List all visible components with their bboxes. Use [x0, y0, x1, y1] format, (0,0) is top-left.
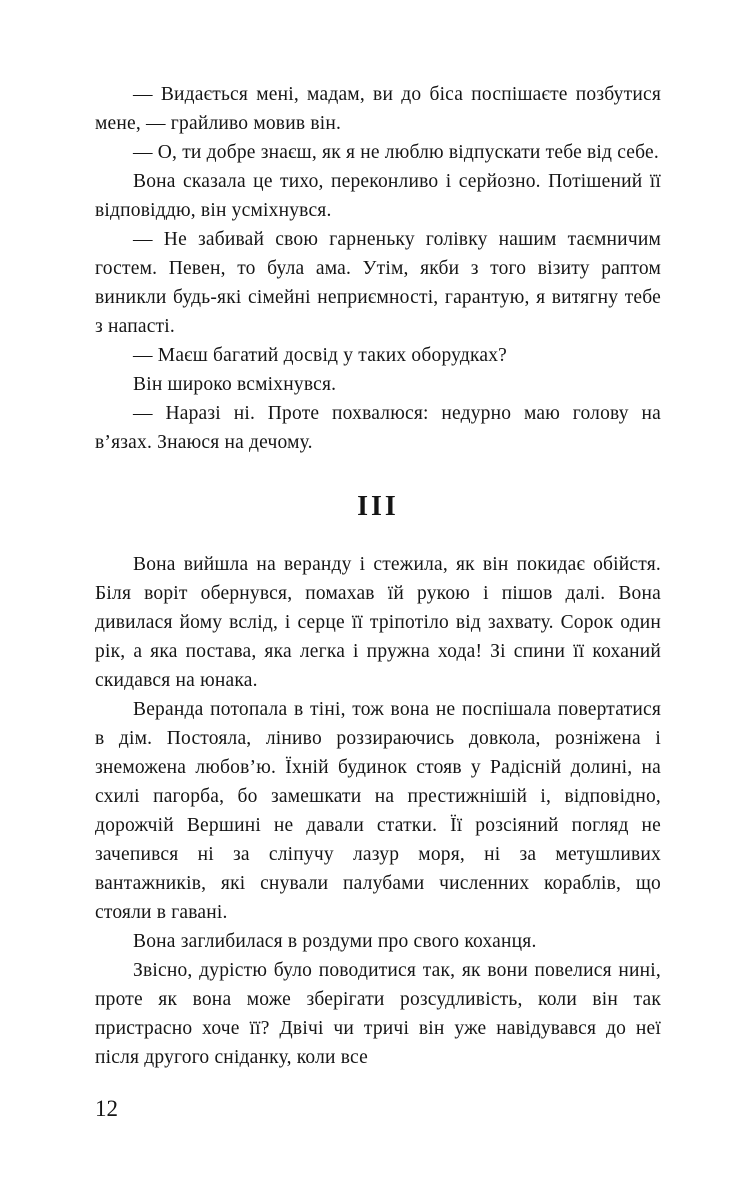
paragraph: Вона вийшла на веранду і стежила, як він покидає обійстя. Біля воріт обернувся, помахав їй рукою і пішов далі. Вона дивилася йому вслід, і серце її тріпотіло від захвату. Сорок один рік, а яка постава, яка легка і пружна хода! Зі спини її коханий скидався на юнака. [95, 554, 661, 691]
chapter-heading: III [357, 491, 399, 522]
paragraph: Веранда потопала в тіні, тож вона не поспішала повертатися в дім. Постояла, ліниво роззираючись довкола, розніжена і знеможена любов’ю. Їхній будинок стояв у Радісній долині, на схилі пагорба, бо замешкати на престижнішій і, відповідно, дорожчій Вершині не давали статки. Її розсіяний погляд не зачепився ні за сліпучу лазур моря, ні за метушливих вантажників, які снували палубами численних кораблів, що стояли в гавані. [95, 699, 661, 923]
paragraph: Вона сказала це тихо, переконливо і серйозно. Потішений її відповіддю, він усміхнувся. [95, 171, 661, 221]
paragraph: — О, ти добре знаєш, як я не люблю відпускати тебе від себе. [133, 142, 659, 163]
paragraph: Він широко всміхнувся. [133, 374, 337, 395]
text-block [95, 80, 661, 1072]
paragraph: — Не забивай свою гарненьку голівку нашим таємничим гостем. Певен, то була ама. Утім, якби з того візиту раптом виникли будь-які сімейні неприємності, гарантую, я витягну тебе з напасті. [95, 229, 661, 337]
paragraph: Вона заглибилася в роздуми про свого коханця. [133, 931, 537, 952]
page-number: 12 [95, 1096, 118, 1121]
paragraph: Звісно, дурістю було поводитися так, як вони повелися нині, проте як вона може зберігати розсудливість, коли він так пристрасно хоче її? Двічі чи тричі він уже навідувався до неї після другого сніданку, коли все [95, 960, 661, 1068]
paragraph: — Видається мені, мадам, ви до біса поспішаєте позбутися мене, — грайливо мовив він. [95, 84, 661, 134]
paragraph: — Наразі ні. Проте похвалюся: недурно маю голову на в’язах. Знаюся на дечому. [95, 403, 661, 453]
paragraph: — Маєш багатий досвід у таких оборудках? [133, 345, 508, 366]
